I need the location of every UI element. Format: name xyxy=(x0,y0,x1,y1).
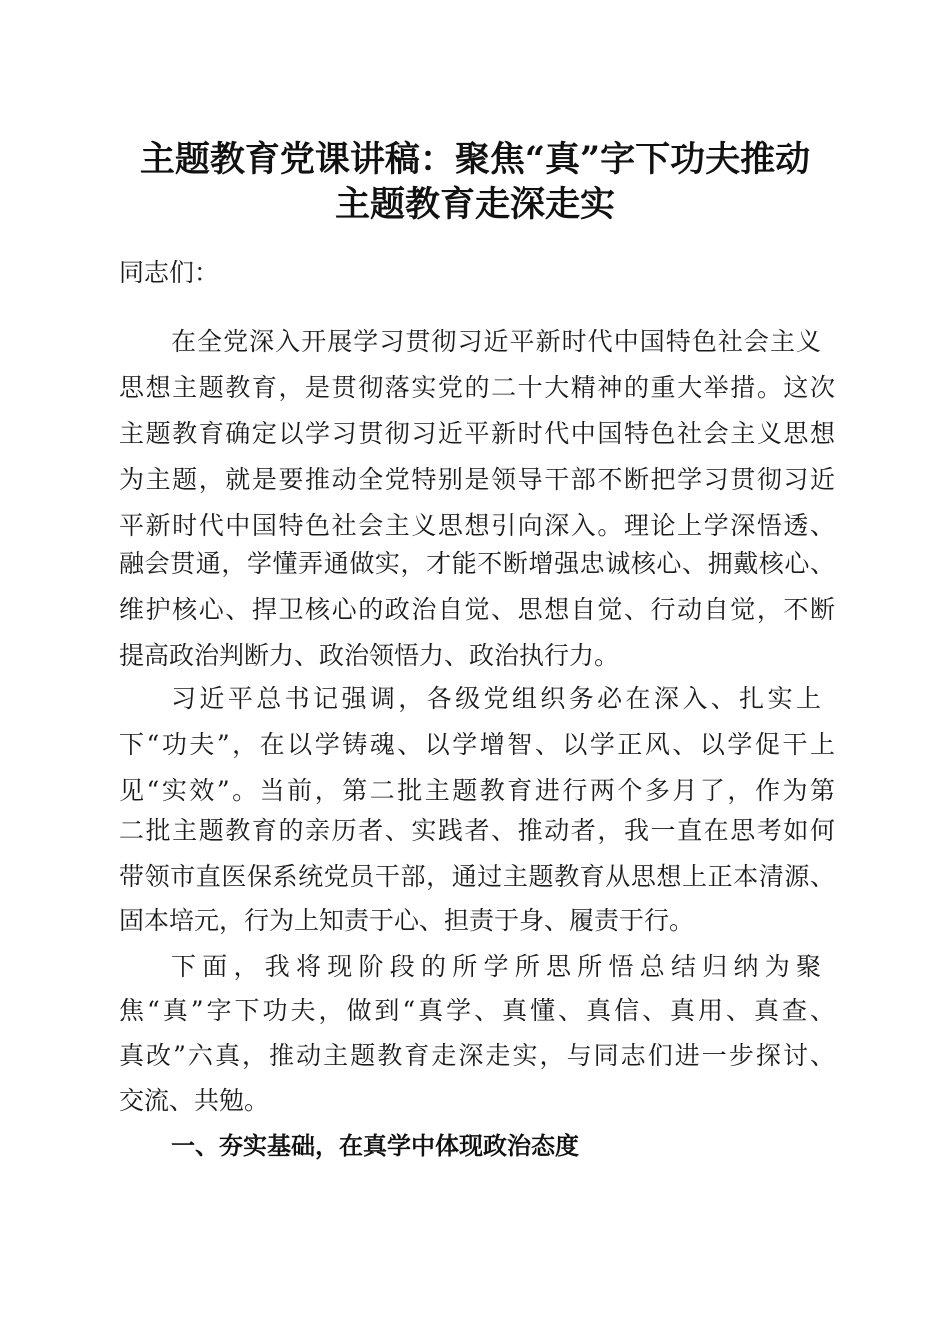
paragraph-1-line-6: 融会贯通，学懂弄通做实，才能不断增强忠诚核心、拥戴核心、 xyxy=(119,549,835,578)
paragraph-1-line-4: 为主题，就是要推动全党特别是领导干部不断把学习贯彻习近 xyxy=(119,465,835,494)
document-title-line-1: 主题教育党课讲稿：聚焦“真”字下功夫推动 xyxy=(139,139,811,180)
paragraph-2-line-6: 固本培元，行为上知责于心、担责于身、履责于行。 xyxy=(119,906,695,935)
paragraph-2-line-5: 带领市直医保系统党员干部，通过主题教育从思想上正本清源、 xyxy=(119,862,835,891)
paragraph-2-line-2: 下“功夫”，在以学铸魂、以学增智、以学正风、以学促干上 xyxy=(119,730,835,759)
paragraph-1-line-1: 在全党深入开展学习贯彻习近平新时代中国特色社会主义 xyxy=(171,327,821,356)
paragraph-1-line-7: 维护核心、捍卫核心的政治自觉、思想自觉、行动自觉，不断 xyxy=(119,595,835,624)
paragraph-3-line-1: 下面，我将现阶段的所学所思所悟总结归纳为聚 xyxy=(171,952,821,981)
paragraph-3-line-4: 交流、共勉。 xyxy=(119,1086,270,1115)
document-title-line-2: 主题教育走深走实 xyxy=(334,184,615,225)
paragraph-2-line-4: 二批主题教育的亲历者、实践者、推动者，我一直在思考如何 xyxy=(119,816,835,845)
paragraph-1-line-2: 思想主题教育，是贯彻落实党的二十大精神的重大举措。这次 xyxy=(119,373,835,402)
paragraph-2-line-3: 见“实效”。当前，第二批主题教育进行两个多月了，作为第 xyxy=(119,776,835,805)
paragraph-2-line-1: 习近平总书记强调，各级党组织务必在深入、扎实上 xyxy=(171,684,821,713)
paragraph-1-line-8: 提高政治判断力、政治领悟力、政治执行力。 xyxy=(119,641,620,670)
section-heading: 一、夯实基础，在真学中体现政治态度 xyxy=(171,1132,579,1160)
salutation: 同志们： xyxy=(119,258,220,287)
paragraph-3-line-3: 真改”六真，推动主题教育走深走实，与同志们进一步探讨、 xyxy=(119,1041,835,1070)
paragraph-1-line-5: 平新时代中国特色社会主义思想引向深入。理论上学深悟透、 xyxy=(119,511,835,540)
paragraph-1-line-3: 主题教育确定以学习贯彻习近平新时代中国特色社会主义思想 xyxy=(119,419,835,448)
paragraph-3-line-2: 焦“真”字下功夫，做到“真学、真懂、真信、真用、真查、 xyxy=(119,996,835,1025)
